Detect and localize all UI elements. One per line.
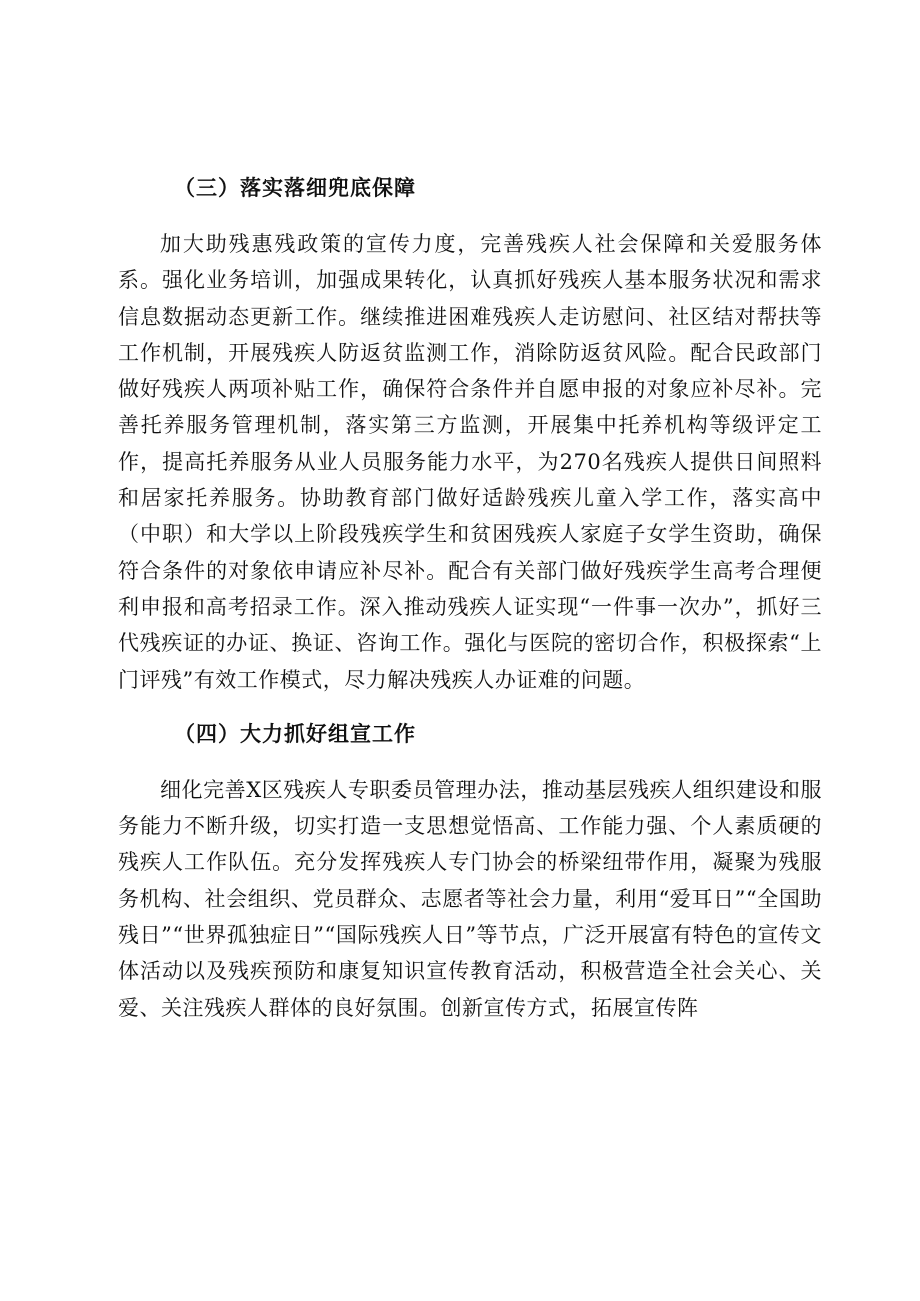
spacer	[118, 206, 822, 226]
section-paragraph-3: 加大助残惠残政策的宣传力度，完善残疾人社会保障和关爱服务体系。强化业务培训，加强成果转化，认真抓好残疾人基本服务状况和需求信息数据动态更新工作。继续推进困难残疾人走访慰问、社区结对帮扶等工作机制，开展残疾人防返贫监测工作，消除防返贫风险。配合民政部门做好残疾人两项补贴工作，确保符合条件并自愿申报的对象应补尽补。完善托养服务管理机制，落实第三方监测，开展集中托养机构等级评定工作，提高托养服务从业人员服务能力水平，为270名残疾人提供日间照料和居家托养服务。协助教育部门做好适龄残疾儿童入学工作，落实高中（中职）和大学以上阶段残疾学生和贫困残疾人家庭子女学生资助，确保符合条件的对象依申请应补尽补。配合有关部门做好残疾学生高考合理便利申报和高考招录工作。深入推动残疾人证实现“一件事一次办”，抓好三代残疾证的办证、换证、咨询工作。强化与医院的密切合作，积极探索“上门评残”有效工作模式，尽力解决残疾人办证难的问题。	[118, 232, 822, 692]
document-body	[118, 170, 822, 1026]
section-heading-3: （三）落实落细兜底保障	[174, 175, 416, 200]
section-heading-4: （四）大力抓好组宣工作	[174, 720, 416, 746]
spacer	[118, 698, 822, 716]
section-paragraph-4: 细化完善X区残疾人专职委员管理办法，推动基层残疾人组织建设和服务能力不断升级，切实打造一支思想觉悟高、工作能力强、个人素质硬的残疾人工作队伍。充分发挥残疾人专门协会的桥梁纽带作用，凝聚为残服务机构、社会组织、党员群众、志愿者等社会力量，利用“爱耳日”“全国助残日”“世界孤独症日”“国际残疾人日”等节点，广泛开展富有特色的宣传文体活动以及残疾预防和康复知识宣传教育活动，积极营造全社会关心、关爱、关注残疾人群体的良好氛围。创新宣传方式，拓展宣传阵	[118, 777, 822, 1020]
spacer	[118, 752, 822, 772]
